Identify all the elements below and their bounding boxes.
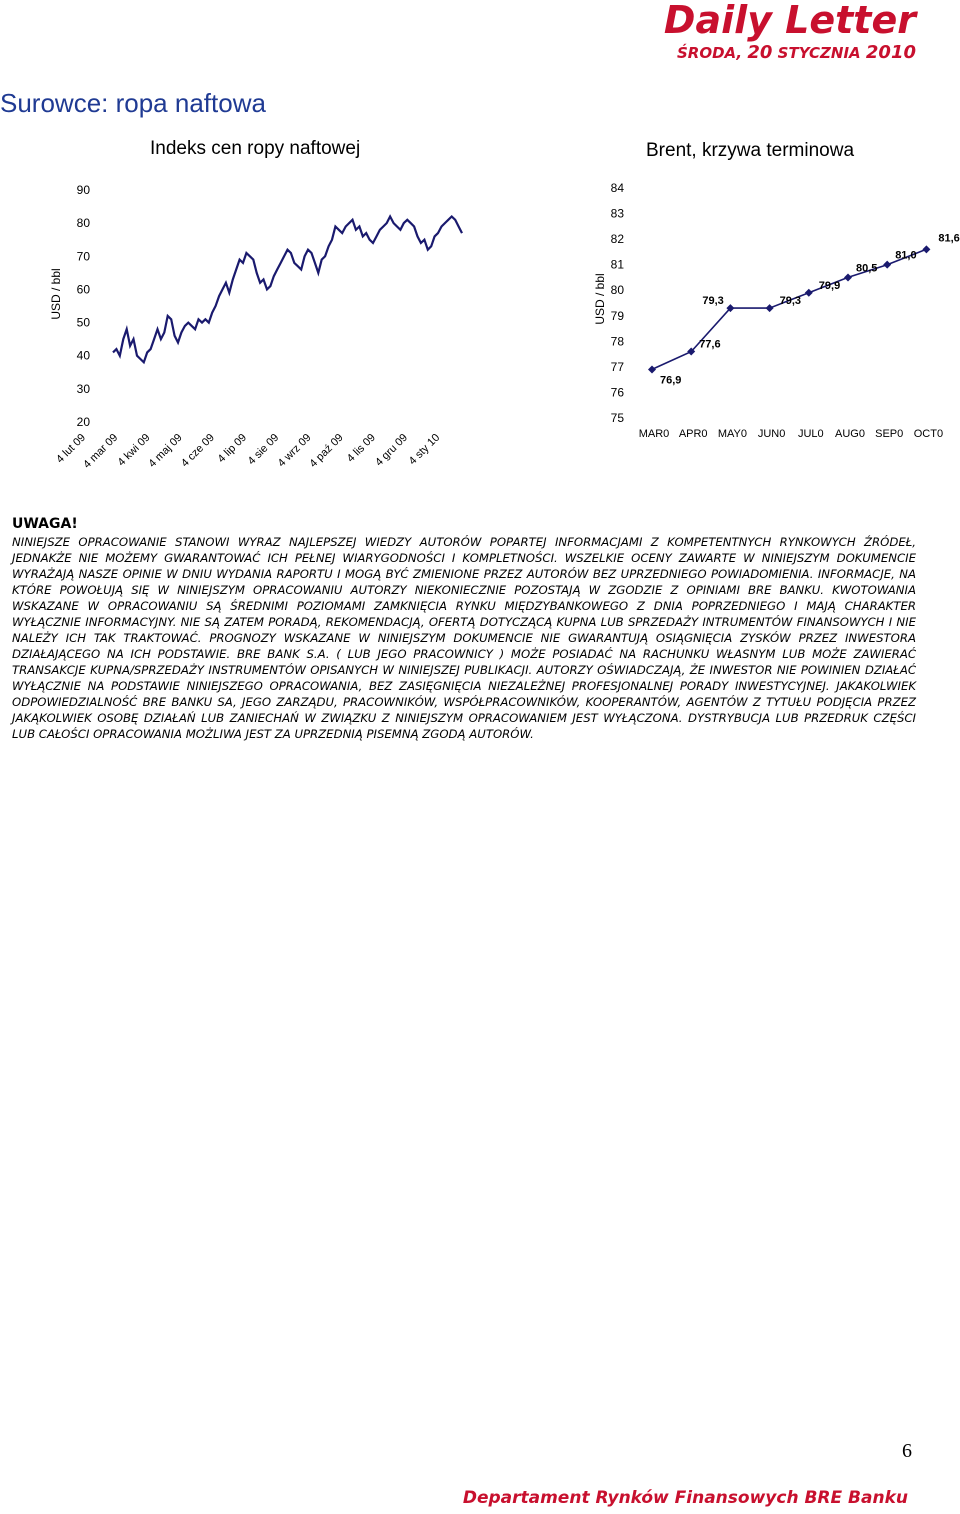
y-tick-label: 75 xyxy=(610,411,624,425)
date-year: 2010 xyxy=(865,42,916,63)
y-tick-label: 20 xyxy=(76,415,90,429)
y-axis-label: USD / bbl xyxy=(593,273,607,325)
y-tick-label: 90 xyxy=(76,183,90,197)
y-tick-label: 78 xyxy=(610,334,624,349)
futures-point-marker xyxy=(883,261,891,269)
x-tick-label: 4 gru 09 xyxy=(373,431,411,469)
y-tick-label: 70 xyxy=(76,249,90,264)
issue-date xyxy=(677,42,916,63)
y-tick-label: 83 xyxy=(610,206,624,221)
brand-title: Daily Letter xyxy=(663,0,916,42)
x-tick-label: APR0 xyxy=(678,428,708,440)
x-tick-label: 4 mar 09 xyxy=(81,431,121,471)
right-chart-title: Brent, krzywa terminowa xyxy=(646,140,855,161)
x-tick-label: OCT0 xyxy=(913,428,944,440)
y-tick-label: 50 xyxy=(76,315,90,330)
y-tick-label: 80 xyxy=(610,283,624,298)
data-label: 79,3 xyxy=(702,295,724,308)
x-tick-label: 4 maj 09 xyxy=(146,431,185,470)
x-tick-label: 4 paź 09 xyxy=(307,431,346,470)
x-tick-label: 4 lis 09 xyxy=(344,431,378,465)
x-tick-label: SEP0 xyxy=(875,428,904,440)
y-axis-label: USD / bbl xyxy=(49,268,63,320)
x-tick-label: JUL0 xyxy=(797,428,824,440)
futures-point-marker xyxy=(844,273,852,281)
y-tick-label: 76 xyxy=(610,385,624,400)
x-tick-label: 4 lut 09 xyxy=(54,431,89,466)
disclaimer-heading: UWAGA! xyxy=(12,516,78,532)
x-tick-label: MAY0 xyxy=(717,428,747,440)
y-tick-label: 81 xyxy=(610,257,624,272)
x-tick-label: 4 lip 09 xyxy=(215,431,250,466)
data-label: 81,0 xyxy=(895,249,917,262)
disclaimer-text: NINIEJSZE OPRACOWANIE STANOWI WYRAZ NAJLEPSZEJ WIEDZY AUTORÓW POPARTEJ INFORMACJAMI Z KOMPETENTNYCH RYNKOWYCH ŹRÓDEŁ, JEDNAKŻE NIE MOŻEMY GWARANTOWAĆ ICH PEŁNEJ WIARYGODNOŚCI I KOMPLETNOŚCI. WSZELKIE OCENY ZAWARTE W NINIEJSZYM DOKUMENCIE WYRAŻAJĄ NASZE OPINIE W DNIU WYDANIA RAPORTU I MOGĄ BYĆ ZMIENIONE PRZEZ AUTORÓW BEZ UPRZEDNIEGO POWIADOMIENIA. INFORMACJE, NA KTÓRE POWOŁUJĄ SIĘ W NINIEJSZYM OPRACOWANIU AUTORZY NIEKONIECZNIE POZOSTAJĄ W ZGODZIE Z OPINIAMI BRE BANKU. KWOTOWANIA WSKAZANE W OPRACOWANIU SĄ ŚREDNIMI POZIOMAMI ZAMKNIĘCIA RYNKU MIĘDZYBANKOWEGO Z DNIA POPRZEDNIEGO I MAJĄ CHARAKTER WYŁĄCZNIE INFORMACYJNY. NIE SĄ ZATEM PORADĄ, REKOMENDACJĄ, OFERTĄ DOTYCZĄCĄ KUPNA LUB SPRZEDAŻY INTRUMENTÓW FINANSOWYCH I NIE NALEŻY ICH TAK TRAKTOWAĆ. PROGNOZY WSKAZANE W NINIEJSZYM DOKUMENCIE NIE GWARANTUJĄ OSIĄGNIĘCIA ZYSKÓW PRZEZ INWESTORA DZIAŁAJĄCEGO NA ICH PODSTAWIE. BRE BANK S.A. ( LUB JEGO PRACOWNICY ) MOŻE POSIADAĆ NA RACHUNKU WŁASNYM LUB MOŻE ZAWIERAĆ TRANSAKCJE KUPNA/SPRZEDAŻY INSTRUMENTÓW OPISANYCH W NINIEJSZEJ PUBLIKACJI. AUTORZY OŚWIADCZAJĄ, ŻE INWESTOR NIE POWINIEN DZIAŁAĆ WYŁĄCZNIE NA PODSTAWIE NINIEJSZEGO OPRACOWANIA, BEZ ZASIĘGNIĘCIA NIEZALEŻNEJ PROFESJONALNEJ PORADY INWESTYCYJNEJ. JAKAKOLWIEK ODPOWIEDZIALNOŚĆ BRE BANKU SA, JEGO ZARZĄDU, PRACOWNIKÓW, WSPÓŁPRACOWNIKÓW, KOOPERANTÓW, AGENTÓW Z TYTUŁU PODJĘCIA PRZEZ JAKĄKOLWIEK OSOBĘ DZIAŁAŃ LUB ZANIECHAŃ W ZWIĄZKU Z NINIEJSZYM OPRACOWANIEM JEST WYŁĄCZONA. DYSTRYBUCJA LUB PRZEDRUK CZĘŚCI LUB CAŁOŚCI OPRACOWANIA MOŻLIWA JEST ZA UPRZEDNIĄ PISEMNĄ ZGODĄ AUTORÓW. xyxy=(12,535,916,741)
page-number: 6 xyxy=(902,1440,912,1462)
data-label: 81,6 xyxy=(938,232,960,245)
futures-point-marker xyxy=(805,289,813,297)
x-tick-label: MAR0 xyxy=(638,428,670,440)
x-tick-label: 4 sie 09 xyxy=(245,431,282,468)
futures-point-marker xyxy=(922,245,930,253)
x-tick-label: JUN0 xyxy=(757,428,786,440)
y-tick-label: 30 xyxy=(76,381,90,396)
x-tick-label: 4 sty 10 xyxy=(406,431,443,468)
date-day: 20 xyxy=(747,42,773,63)
x-tick-label: AUG0 xyxy=(835,428,865,440)
x-tick-label: 4 wrz 09 xyxy=(275,431,314,470)
oil-index-chart xyxy=(0,170,480,500)
y-tick-label: 79 xyxy=(610,308,624,323)
left-chart-title: Indeks cen ropy naftowej xyxy=(150,138,361,159)
data-label: 79,3 xyxy=(779,295,802,308)
x-tick-label: 4 cze 09 xyxy=(179,431,217,470)
y-tick-label: 60 xyxy=(76,282,90,297)
y-tick-label: 82 xyxy=(610,232,624,247)
footer-department: Departament Rynków Finansowych BRE Banku xyxy=(462,1488,908,1508)
brent-futures-chart xyxy=(580,170,960,440)
y-tick-label: 80 xyxy=(76,216,90,231)
y-tick-label: 77 xyxy=(610,359,624,374)
data-label: 77,6 xyxy=(699,338,721,351)
index-series-line xyxy=(113,217,462,363)
y-tick-label: 40 xyxy=(76,348,90,363)
section-title: Surowce: ropa naftowa xyxy=(0,88,266,118)
data-label: 76,9 xyxy=(660,374,682,387)
data-label: 80,5 xyxy=(856,262,878,275)
y-tick-label: 84 xyxy=(610,181,624,195)
date-weekday: ŚRODA, xyxy=(676,44,743,62)
date-month: STYCZNIA xyxy=(777,44,861,62)
x-tick-label: 4 kwi 09 xyxy=(115,431,153,469)
futures-point-marker xyxy=(648,365,656,373)
data-label: 79,9 xyxy=(818,279,841,292)
futures-point-marker xyxy=(766,304,774,312)
